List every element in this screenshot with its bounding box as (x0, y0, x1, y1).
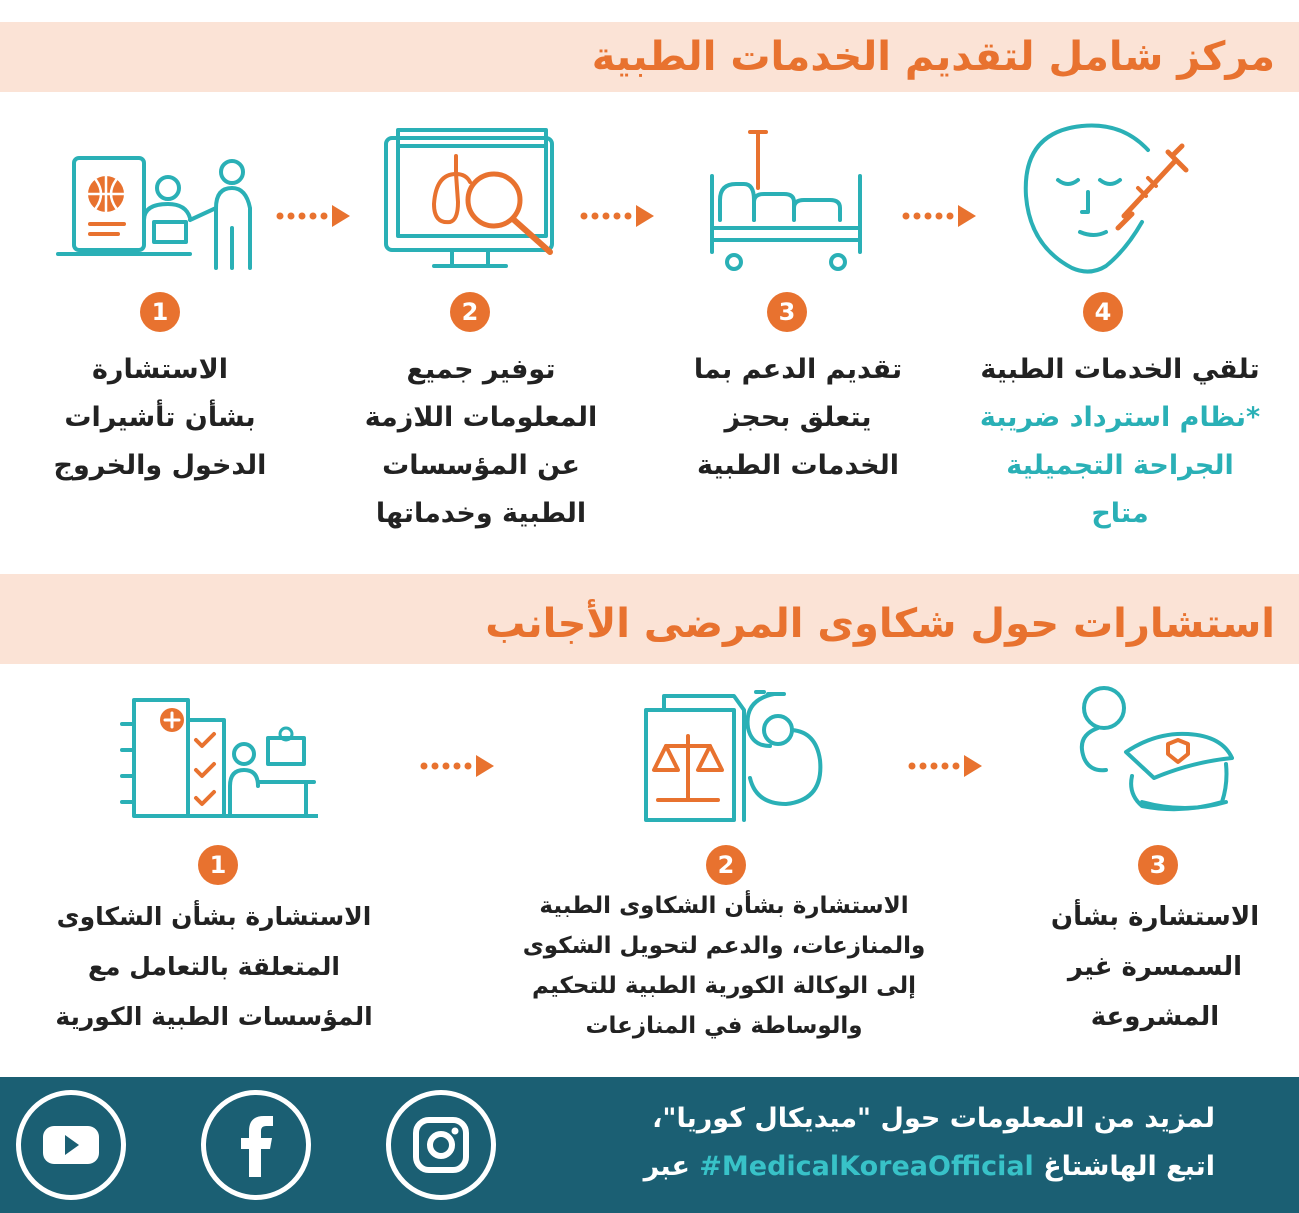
tax-refund-note: *نظام استرداد ضريبة (979, 402, 1261, 433)
text-line: تلقي الخدمات الطبية (980, 354, 1260, 385)
text-line: المعلومات اللازمة (364, 402, 598, 433)
text-line: عن المؤسسات (382, 450, 580, 481)
step-4-text (950, 346, 1290, 538)
section1-title: مركز شامل لتقديم الخدمات الطبية (591, 34, 1275, 80)
text-line: الاستشارة بشأن الشكاوى (56, 902, 372, 931)
step-number-3: 3 (1138, 845, 1178, 885)
tax-refund-note: الجراحة التجميلية (1006, 450, 1234, 481)
text-line: الاستشارة بشأن (1050, 902, 1260, 932)
flow-arrow (276, 202, 352, 230)
footer-bar (0, 1077, 1299, 1213)
text-line: والمنازعات، والدعم لتحويل الشكوى (522, 933, 926, 959)
step-number-4: 4 (1083, 292, 1123, 332)
footer-message (644, 1095, 1215, 1191)
step-number-2: 2 (450, 292, 490, 332)
passport-consultation-icon (56, 150, 266, 272)
law-scale-stethoscope-icon (628, 690, 828, 826)
text-line: الاستشارة بشأن الشكاوى الطبية (539, 893, 909, 919)
text-line: المتعلقة بالتعامل مع (87, 952, 340, 981)
facebook-icon[interactable] (201, 1090, 311, 1200)
text-line: يتعلق بحجز (724, 402, 872, 433)
text-line: بشأن تأشيرات (64, 402, 256, 433)
complaint-step-1-text (14, 892, 414, 1042)
hospital-checklist-desk-icon (118, 694, 318, 822)
police-cap-handcuffs-icon (1070, 680, 1234, 820)
text-line: الطبية وخدماتها (375, 498, 587, 529)
section2-title: استشارات حول شكاوى المرضى الأجانب (485, 601, 1275, 647)
flow-arrow (908, 752, 984, 780)
hashtag-link[interactable]: #MedicalKoreaOfficial (699, 1151, 1034, 1182)
hospital-bed-icon (706, 128, 866, 272)
text-line: والوساطة في المنازعات (585, 1013, 863, 1039)
step-1-text (30, 346, 290, 490)
step-number-1: 1 (140, 292, 180, 332)
footer-line-1: لمزيد من المعلومات حول "ميديكال كوريا"، (652, 1103, 1215, 1134)
instagram-icon[interactable] (386, 1090, 496, 1200)
face-injection-icon (1020, 120, 1190, 276)
text-line: إلى الوكالة الكورية الطبية للتحكيم (532, 973, 916, 999)
text-line: السمسرة غير (1067, 952, 1243, 982)
footer-line-2-prefix: اتبع الهاشتاغ (1043, 1151, 1215, 1182)
tax-refund-note: متاح (1091, 498, 1149, 529)
text-line: المشروعة (1090, 1002, 1220, 1032)
section2-banner (0, 574, 1299, 664)
youtube-icon[interactable] (16, 1090, 126, 1200)
text-line: الاستشارة (91, 354, 229, 385)
flow-arrow (420, 752, 496, 780)
step-2-text (336, 346, 626, 538)
footer-line-2 (644, 1143, 1215, 1191)
flow-arrow (902, 202, 978, 230)
text-line: المؤسسات الطبية الكورية (55, 1002, 373, 1031)
text-line: الخدمات الطبية (697, 450, 899, 481)
step-number-1: 1 (198, 845, 238, 885)
footer-line-2-suffix: عبر (643, 1151, 690, 1182)
medical-monitor-lung-magnifier-icon (382, 126, 558, 272)
text-line: تقديم الدعم بما (693, 354, 903, 385)
step-number-3: 3 (767, 292, 807, 332)
complaint-step-2-text (474, 886, 974, 1046)
complaint-step-3-text (1020, 892, 1290, 1042)
step-number-2: 2 (706, 845, 746, 885)
section1-banner (0, 22, 1299, 92)
step-3-text (666, 346, 930, 490)
text-line: توفير جميع (406, 354, 556, 385)
text-line: الدخول والخروج (53, 450, 267, 481)
flow-arrow (580, 202, 656, 230)
